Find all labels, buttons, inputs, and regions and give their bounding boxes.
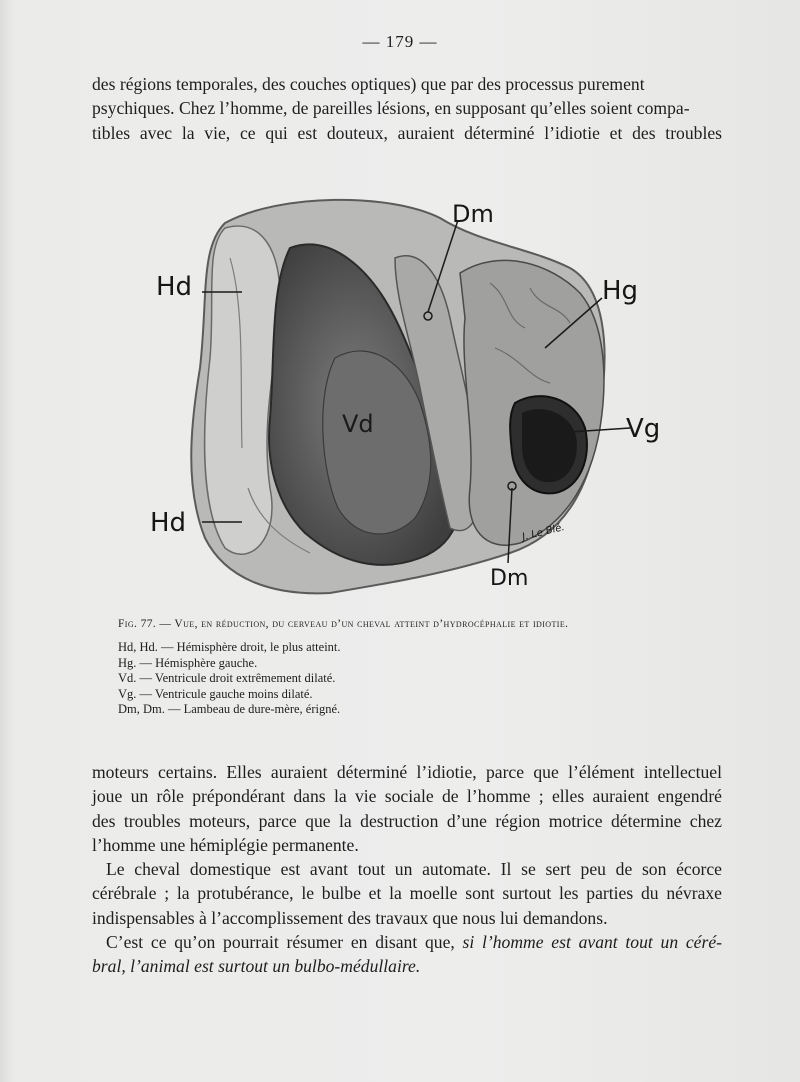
artist-signature: J. Le Blé. bbox=[521, 521, 566, 544]
text-line: moteurs certains. Elles auraient déterminé l’idiotie, parce que l’élément intellectuel bbox=[92, 762, 722, 782]
label-hg: Hg bbox=[602, 276, 639, 306]
label-dm-bottom: Dm bbox=[490, 566, 529, 591]
right-hemisphere bbox=[205, 226, 280, 554]
text-line bbox=[92, 954, 722, 978]
figure-legend bbox=[118, 640, 538, 718]
label-vg: Vg bbox=[626, 414, 661, 444]
text-line: Le cheval domestique est avant tout un automate. Il se sert peu de son écorce bbox=[106, 859, 722, 880]
text-line: joue un rôle prépondérant dans la vie sociale de l’homme ; elles auraient engendré bbox=[92, 786, 722, 807]
bottom-text bbox=[92, 760, 722, 979]
text-line bbox=[92, 930, 722, 954]
text-line: des régions temporales, des couches optiques) que par des processus purement bbox=[92, 74, 645, 94]
text-line: tibles avec la vie, ce qui est douteux, auraient déterminé l’idiotie et des troubles bbox=[92, 122, 722, 143]
text-line: indispensables à l’accomplissement des travaux que nous lui demandons. bbox=[92, 907, 608, 928]
legend-item: Dm, Dm. — Lambeau de dure-mère, érigné. bbox=[118, 702, 341, 717]
legend-item: Hd, Hd. — Hémisphère droit, le plus atteint. bbox=[118, 640, 341, 654]
figure-caption: Fig. 77. — Vue, en réduction, du cerveau d’un cheval atteint d’hydrocéphalie et idiotie. bbox=[118, 618, 569, 630]
top-paragraph bbox=[92, 72, 722, 145]
label-hd-top: Hd bbox=[156, 272, 193, 302]
text-line: l’homme une hémiplégie permanente. bbox=[92, 834, 359, 855]
text-line: cérébrale ; la protubérance, le bulbe et la moelle sont surtout les parties du névraxe bbox=[92, 883, 722, 904]
text-span: C’est ce qu’on pourrait résumer en disant que, bbox=[106, 932, 463, 953]
label-dm-top: Dm bbox=[452, 200, 494, 228]
italic-text: bral, l’animal est surtout un bulbo-médullaire. bbox=[92, 956, 421, 977]
brain-illustration bbox=[130, 188, 670, 598]
legend-item: Vd. — Ventricule droit extrêmement dilaté. bbox=[118, 671, 336, 686]
legend-item: Hg. — Hémisphère gauche. bbox=[118, 655, 258, 670]
legend-item: Vg. — Ventricule gauche moins dilaté. bbox=[118, 686, 313, 701]
text-line: psychiques. Chez l’homme, de pareilles lésions, en supposant qu’elles soient compa- bbox=[92, 98, 690, 119]
page-number: — 179 — bbox=[362, 32, 438, 51]
label-vd: Vd bbox=[342, 410, 374, 438]
label-hd-bottom: Hd bbox=[150, 508, 187, 538]
italic-text: si l’homme est avant tout un céré- bbox=[462, 932, 723, 953]
text-line: des troubles moteurs, parce que la destruction d’une région motrice détermine chez bbox=[92, 810, 722, 831]
brain-figure bbox=[130, 188, 670, 598]
